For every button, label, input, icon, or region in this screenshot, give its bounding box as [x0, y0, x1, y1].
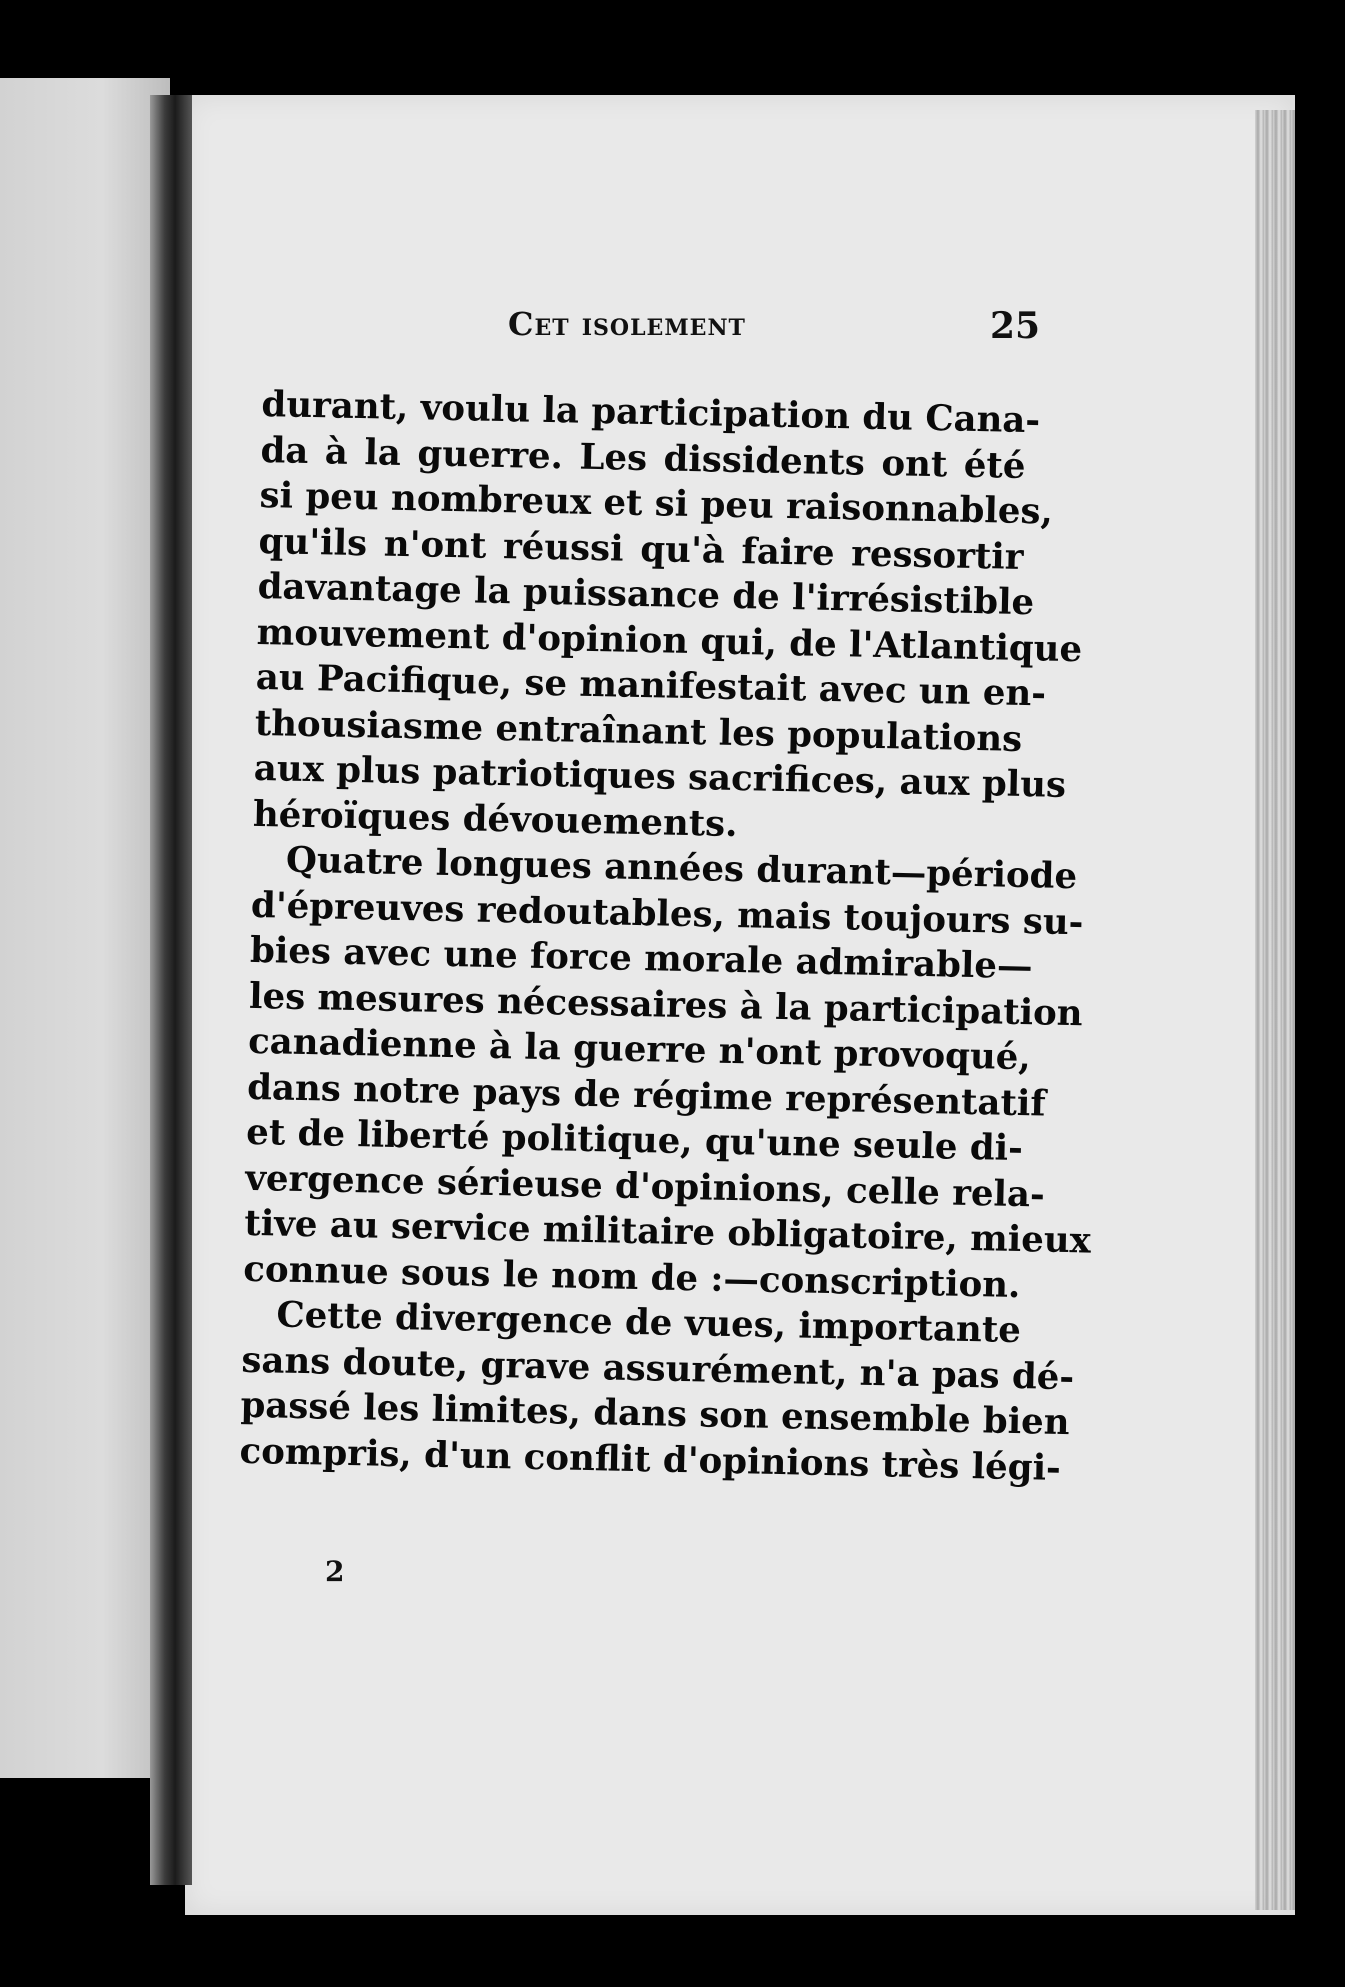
text-line: héroïques dévouements. [252, 793, 738, 845]
text-line: au Pacifique, se manifestait avec un en- [255, 656, 1047, 715]
body-text [239, 382, 1092, 1490]
left-page-edge [0, 78, 170, 1778]
text-line: Cette divergence de vues, importante [276, 1294, 1022, 1352]
text-line: bies avec une force morale admirable— [249, 929, 1033, 988]
signature-mark: 2 [325, 1555, 345, 1588]
page-number: 25 [990, 305, 1041, 347]
text-line: da à la guerre. Les dissidents ont été [260, 429, 1026, 487]
text-line: et de liberté politique, qu'une seule di- [245, 1111, 1024, 1170]
text-line: thousiasme entraînant les populations [254, 702, 1023, 760]
running-head-title: Cet isolement [508, 305, 746, 343]
text-line: canadienne à la guerre n'ont provoqué, [247, 1020, 1032, 1079]
text-line: connue sous le nom de :—conscription. [242, 1248, 1021, 1306]
text-line: durant, voulu la participation du Cana- [261, 383, 1041, 442]
text-line: aux plus patriotiques sacrifices, aux plus [253, 747, 1067, 806]
text-line: tive au service militaire obligatoire, mieux [243, 1202, 1092, 1262]
text-line: dans notre pays de régime représentatif [246, 1066, 1047, 1125]
text-line: passé les limites, dans son ensemble bien [240, 1384, 1070, 1444]
text-line: compris, d'un conflit d'opinions très légi- [239, 1430, 1062, 1489]
text-line: qu'ils n'ont réussi qu'à faire ressortir [258, 520, 1024, 578]
text-line: d'épreuves redoutables, mais toujours su- [250, 884, 1084, 943]
book-gutter [150, 95, 192, 1885]
text-line: les mesures nécessaires à la participation [248, 975, 1083, 1034]
page-fore-edge [1255, 110, 1295, 1910]
text-line: vergence sérieuse d'opinions, celle rela- [244, 1157, 1046, 1216]
text-line: sans doute, grave assurément, n'a pas dé- [241, 1339, 1075, 1398]
text-line: si peu nombreux et si peu raisonnables, [259, 474, 1054, 533]
text-line: mouvement d'opinion qui, de l'Atlantique [256, 611, 1083, 670]
text-line: davantage la puissance de l'irrésistible [257, 565, 1035, 624]
text-line: Quatre longues années durant—période [285, 839, 1078, 898]
